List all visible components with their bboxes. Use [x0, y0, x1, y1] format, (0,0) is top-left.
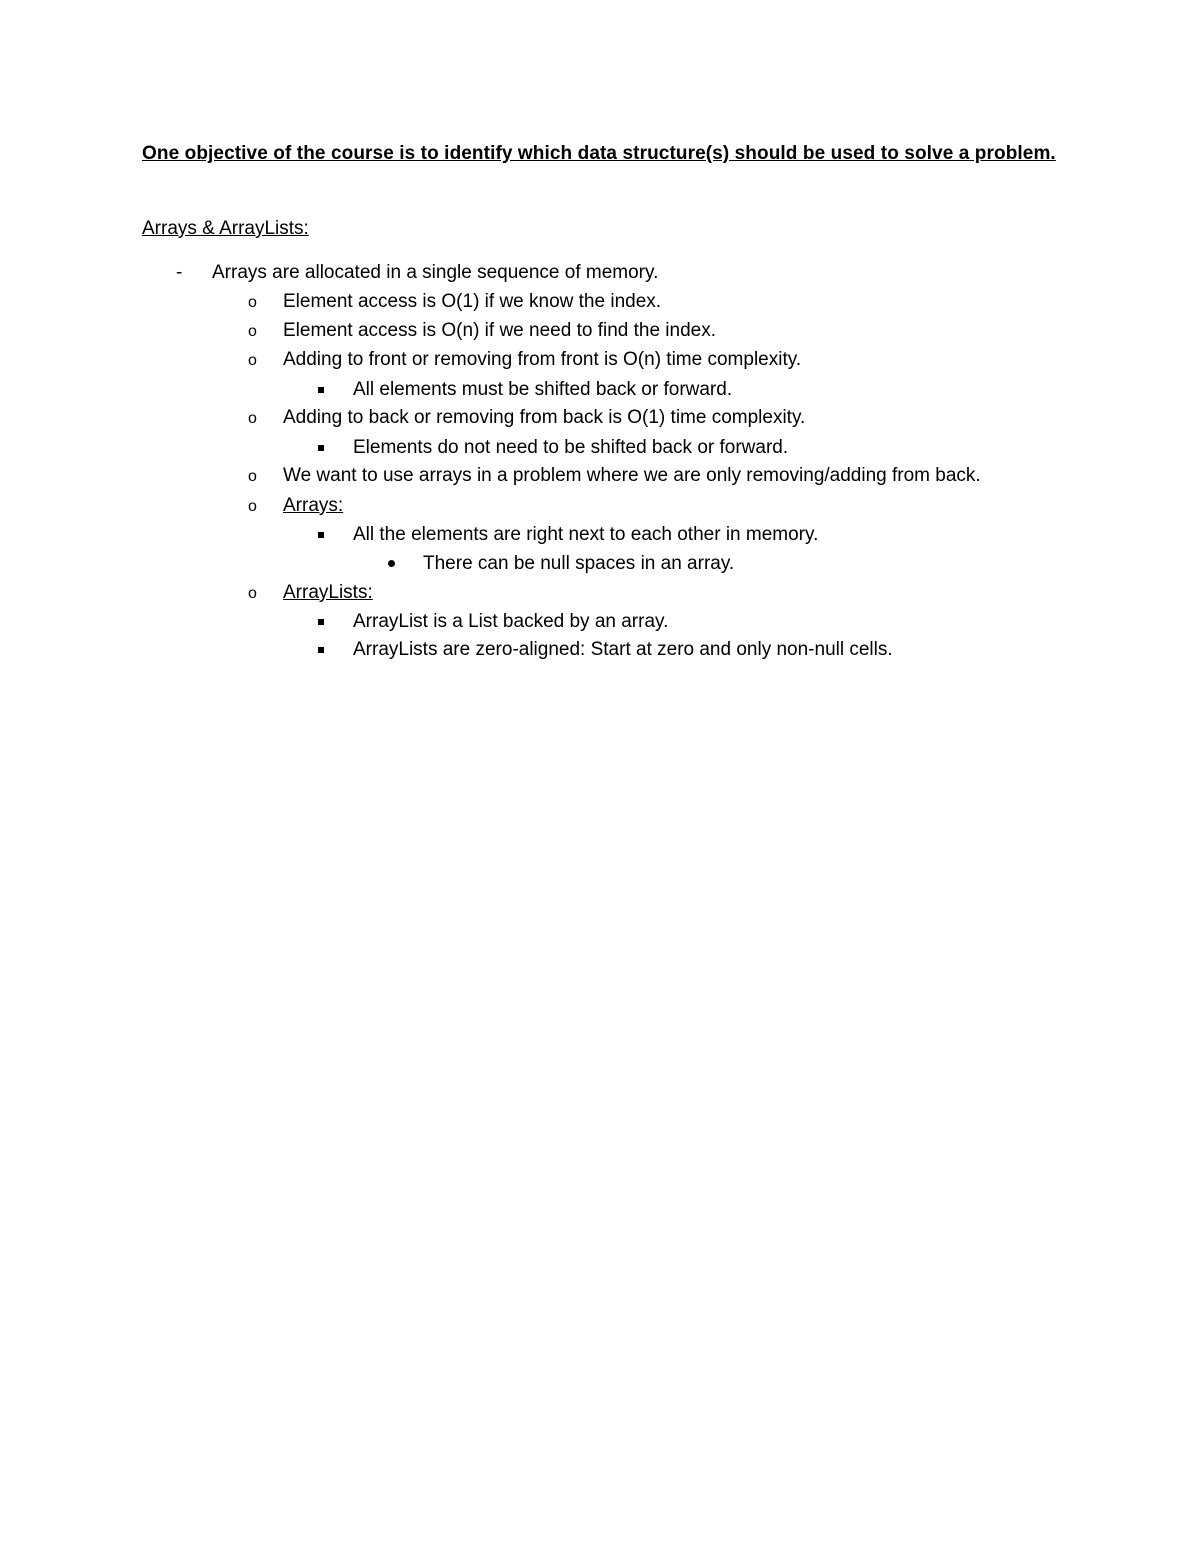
list-item — [0, 261, 1200, 285]
list-item — [0, 494, 1200, 518]
subheading-arrays: Arrays: — [283, 495, 344, 516]
page-heading: One objective of the course is to identify which data structure(s) should be used to solve a problem. — [142, 143, 1056, 164]
square-bullet — [318, 445, 324, 451]
list-item-text: We want to use arrays in a problem where we are only removing/adding from back. — [283, 465, 981, 486]
list-item-text: Arrays are allocated in a single sequence of memory. — [212, 262, 659, 283]
list-item-text: Adding to front or removing from front is O(n) time complexity. — [283, 349, 802, 370]
list-item — [0, 464, 1200, 488]
list-item — [0, 523, 1200, 547]
square-bullet — [318, 647, 324, 653]
list-item — [0, 436, 1200, 460]
square-bullet — [318, 532, 324, 538]
list-item — [0, 378, 1200, 402]
circle-bullet: o — [248, 323, 257, 340]
list-item-text: Element access is O(1) if we know the index. — [283, 291, 662, 312]
list-item-text: All elements must be shifted back or forward. — [353, 379, 733, 400]
circle-bullet: o — [248, 294, 257, 311]
section-title: Arrays & ArrayLists: — [142, 218, 309, 239]
list-item-text: Element access is O(n) if we need to find the index. — [283, 320, 716, 341]
subheading-arraylists: ArrayLists: — [283, 582, 373, 603]
list-item — [0, 319, 1200, 343]
list-item — [0, 610, 1200, 634]
list-item — [0, 552, 1200, 576]
list-item-text: Elements do not need to be shifted back or forward. — [353, 437, 789, 458]
dash-bullet: - — [176, 262, 183, 283]
list-item — [0, 638, 1200, 662]
list-item-text: ArrayList is a List backed by an array. — [353, 611, 669, 632]
round-bullet — [388, 560, 395, 567]
circle-bullet: o — [248, 498, 257, 515]
list-item — [0, 348, 1200, 372]
list-item — [0, 406, 1200, 430]
list-item-text: Adding to back or removing from back is O(1) time complexity. — [283, 407, 806, 428]
circle-bullet: o — [248, 410, 257, 427]
list-item — [0, 290, 1200, 314]
list-item — [0, 581, 1200, 605]
list-item-text: There can be null spaces in an array. — [423, 553, 735, 574]
square-bullet — [318, 619, 324, 625]
list-item-text: All the elements are right next to each other in memory. — [353, 524, 819, 545]
square-bullet — [318, 387, 324, 393]
list-item-text: ArrayLists are zero-aligned: Start at zero and only non-null cells. — [353, 639, 893, 660]
circle-bullet: o — [248, 585, 257, 602]
circle-bullet: o — [248, 352, 257, 369]
circle-bullet: o — [248, 468, 257, 485]
